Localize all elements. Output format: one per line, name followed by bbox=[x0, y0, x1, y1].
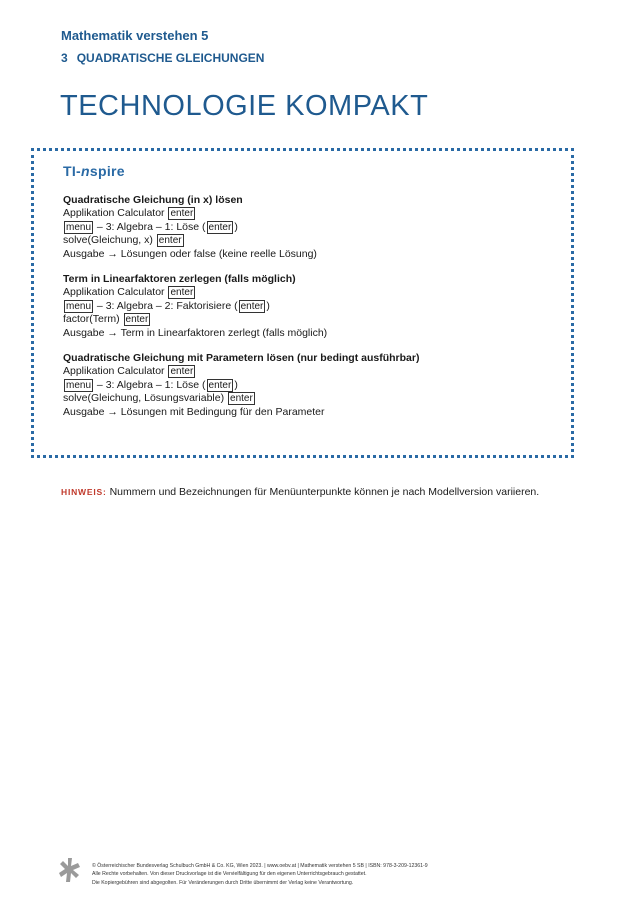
enter-key: enter bbox=[208, 221, 232, 233]
menu-key: menu bbox=[66, 221, 92, 233]
instruction-line: Ausgabe → Term in Linearfaktoren zerlegt (falls möglich) bbox=[63, 326, 328, 339]
instruction-text: ) bbox=[234, 378, 238, 391]
hinweis-text: Nummern und Bezeichnungen für Menüunterpunkte können je nach Modellversion variieren. bbox=[109, 486, 540, 498]
section-solve bbox=[63, 194, 317, 261]
enter-key: enter bbox=[208, 379, 232, 391]
instruction-text: ) bbox=[266, 299, 270, 312]
instruction-text: factor(Term) bbox=[63, 313, 123, 326]
instruction-text: solve(Gleichung, x) bbox=[63, 234, 156, 247]
footer-line: Alle Rechte vorbehalten. Von dieser Druckvorlage ist die Vervielfältigung für den eigenen Unterrichtsgebrauch gestattet. bbox=[92, 871, 367, 878]
instruction-line bbox=[63, 207, 317, 220]
book-title: Mathematik verstehen 5 bbox=[61, 28, 209, 43]
instruction-text: – 3: Algebra – 1: Löse ( bbox=[94, 220, 206, 233]
instruction-text: solve(Gleichung, Lösungsvariable) bbox=[63, 392, 228, 405]
chapter-heading bbox=[61, 51, 264, 65]
instruction-text: – 3: Algebra – 1: Löse ( bbox=[94, 378, 206, 391]
instruction-line bbox=[63, 286, 327, 299]
enter-key: enter bbox=[125, 314, 149, 326]
enter-key: enter bbox=[170, 208, 194, 220]
ti-nspire-box bbox=[31, 148, 574, 458]
instruction-line bbox=[63, 392, 419, 405]
enter-key: enter bbox=[240, 300, 264, 312]
footer-line: © Österreichischer Bundesverlag Schulbuch GmbH & Co. KG, Wien 2023. | www.oebv.at | Mathematik verstehen 5 SB | ISBN: 978-3-209-12361-9 bbox=[92, 863, 428, 869]
section-title: Quadratische Gleichung (in x) lösen bbox=[63, 194, 243, 206]
chapter-number: 3 bbox=[61, 51, 68, 65]
box-heading-n: n bbox=[81, 163, 90, 179]
box-heading-suffix: spire bbox=[89, 163, 125, 179]
box-heading bbox=[63, 163, 125, 179]
instruction-text: Applikation Calculator bbox=[63, 207, 168, 220]
instruction-text: Applikation Calculator bbox=[63, 365, 168, 378]
instruction-line bbox=[63, 313, 327, 326]
instruction-line bbox=[63, 300, 327, 313]
footer-copyright bbox=[92, 862, 428, 887]
instruction-line: Ausgabe → Lösungen oder false (keine reelle Lösung) bbox=[63, 247, 317, 260]
instruction-line bbox=[63, 379, 419, 392]
instruction-line bbox=[63, 234, 317, 247]
enter-key: enter bbox=[230, 393, 253, 405]
section-factor bbox=[63, 273, 327, 340]
menu-key: menu bbox=[66, 300, 92, 312]
page-title: TECHNOLOGIE KOMPAKT bbox=[60, 90, 429, 122]
footer-line: Die Kopiergebühren sind abgegolten. Für Veränderungen durch Dritte übernimmt der Verlag keine Verantwortung. bbox=[92, 879, 354, 886]
box-heading-prefix: TI- bbox=[63, 163, 82, 179]
hinweis-note bbox=[61, 486, 539, 498]
instruction-line bbox=[63, 365, 419, 378]
enter-key: enter bbox=[158, 235, 182, 247]
section-title: Term in Linearfaktoren zerlegen (falls möglich) bbox=[63, 273, 296, 285]
section-parameter bbox=[63, 352, 419, 419]
menu-key: menu bbox=[66, 379, 92, 391]
instruction-line bbox=[63, 221, 317, 234]
instruction-text: Applikation Calculator bbox=[63, 286, 168, 299]
chapter-title: QUADRATISCHE GLEICHUNGEN bbox=[76, 51, 265, 65]
enter-key: enter bbox=[170, 366, 194, 378]
hinweis-label: HINWEIS: bbox=[61, 487, 107, 497]
instruction-text: ) bbox=[234, 220, 238, 233]
instruction-line: Ausgabe → Lösungen mit Bedingung für den Parameter bbox=[63, 405, 325, 418]
instruction-text: – 3: Algebra – 2: Faktorisiere ( bbox=[94, 299, 238, 312]
publisher-logo-icon bbox=[59, 858, 81, 882]
enter-key: enter bbox=[170, 287, 194, 299]
section-title: Quadratische Gleichung mit Parametern lösen (nur bedingt ausführbar) bbox=[63, 352, 420, 364]
